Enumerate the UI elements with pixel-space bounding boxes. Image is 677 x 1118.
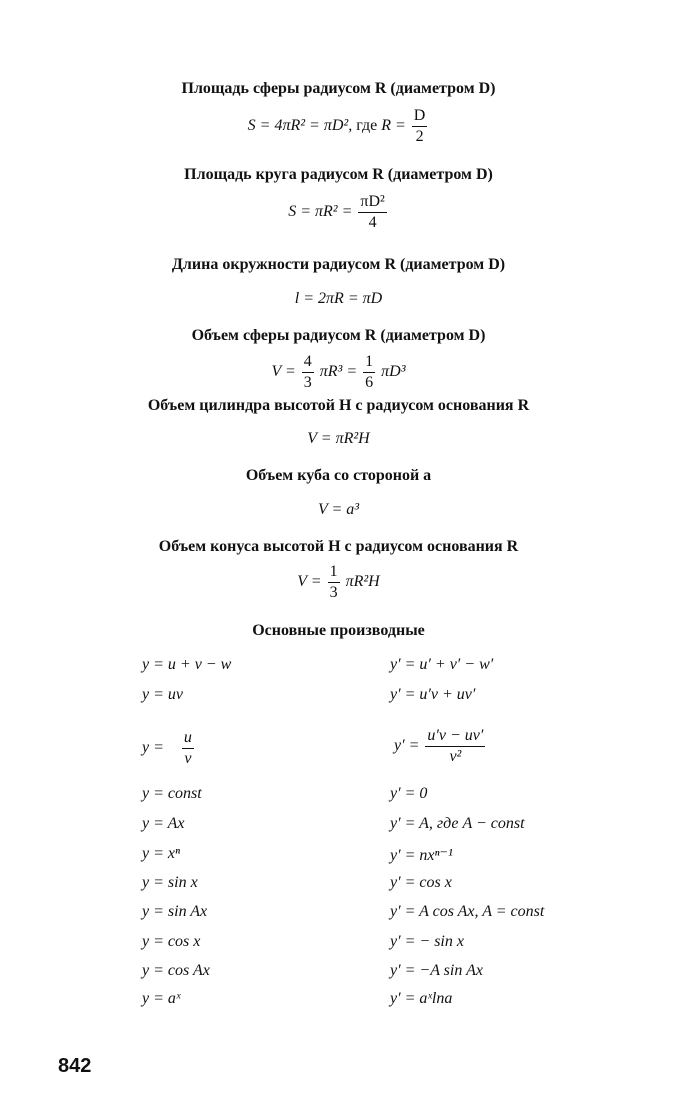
derivative-result-3-fraction [425, 726, 485, 767]
derivative-result-8: y′ = A cos Ax, A = const [390, 903, 545, 920]
cone-volume-formula [0, 562, 677, 603]
page-number: 842 [58, 1055, 92, 1077]
sphere-area-formula [0, 106, 677, 147]
sphere-volume-fraction-1 [302, 352, 314, 393]
sphere-area-frac-num: D [412, 106, 428, 127]
cylinder-volume-heading: Объем цилиндра высотой H с радиусом основания R [147, 397, 530, 414]
cone-volume-fraction [328, 562, 340, 603]
derivative-result-11: y′ = aˣlna [390, 990, 453, 1007]
derivative-result-3-den: v² [449, 748, 462, 765]
derivative-func-3-num: u [182, 728, 194, 749]
derivative-func-10: y = cos Ax [142, 962, 210, 979]
derivative-func-5: y = Ax [142, 815, 185, 832]
derivative-func-3-lhs: y = [142, 739, 164, 757]
derivative-result-3-num: u′v − uv′ [425, 726, 485, 747]
sphere-volume-frac1-num: 4 [302, 352, 314, 373]
derivative-result-2: y′ = u′v + uv′ [390, 686, 476, 703]
derivative-func-1: y = u + v − w [142, 656, 232, 673]
cone-volume-frac-den: 3 [329, 584, 338, 601]
derivative-result-1: y′ = u′ + v′ − w′ [390, 656, 494, 673]
derivative-result-3 [394, 726, 487, 767]
derivative-result-10: y′ = −A sin Ax [390, 962, 483, 979]
cylinder-volume-formula: V = πR²H [307, 430, 370, 447]
circumference-formula: l = 2πR = πD [294, 290, 383, 307]
derivative-result-4: y′ = 0 [390, 785, 428, 802]
sphere-area-fraction [412, 106, 428, 147]
derivative-func-3-den: v [184, 750, 192, 767]
sphere-volume-heading: Объем сферы радиусом R (диаметром D) [191, 327, 486, 344]
derivative-func-11: y = aˣ [142, 990, 181, 1007]
sphere-volume-formula [0, 352, 677, 393]
circle-area-formula [0, 192, 677, 233]
sphere-area-lhs: S = 4πR² = πD², [247, 117, 353, 135]
circle-area-lhs: S = πR² = [288, 203, 353, 221]
derivative-result-9: y′ = − sin x [390, 933, 464, 950]
sphere-volume-fraction-2 [363, 352, 375, 393]
sphere-volume-lhs: V = [271, 363, 296, 381]
derivative-func-3-fraction [182, 728, 194, 769]
derivative-result-5: y′ = A, где A − const [390, 815, 525, 832]
derivative-func-4: y = const [142, 785, 202, 802]
cube-volume-heading: Объем куба со стороной a [245, 467, 432, 484]
derivative-result-6: y′ = nxⁿ⁻¹ [390, 847, 453, 864]
derivative-func-2: y = uv [142, 686, 183, 703]
cone-volume-lhs: V = [297, 573, 322, 591]
sphere-volume-frac1-den: 3 [303, 374, 312, 391]
cube-volume-formula: V = a³ [317, 501, 360, 518]
sphere-area-heading: Площадь сферы радиусом R (диаметром D) [181, 80, 496, 97]
sphere-area-frac-den: 2 [415, 128, 424, 145]
derivatives-heading: Основные производные [252, 622, 425, 639]
derivative-result-3-lhs: y′ = [394, 737, 420, 755]
sphere-area-where: где [356, 117, 378, 135]
derivative-result-7: y′ = cos x [390, 874, 452, 891]
circle-area-fraction [358, 192, 386, 233]
derivative-func-3 [142, 728, 196, 769]
derivative-func-7: y = sin x [142, 874, 198, 891]
circle-area-heading: Площадь круга радиусом R (диаметром D) [184, 166, 493, 183]
sphere-volume-frac2-den: 6 [365, 374, 374, 391]
sphere-volume-tail: πD³ [381, 363, 406, 381]
circle-area-frac-den: 4 [368, 214, 377, 231]
cone-volume-frac-num: 1 [328, 562, 340, 583]
circumference-heading: Длина окружности радиусом R (диаметром D) [171, 256, 506, 273]
cone-volume-heading: Объем конуса высотой H с радиусом основания R [158, 538, 519, 555]
cone-volume-tail: πR²H [345, 573, 380, 591]
circle-area-frac-num: πD² [358, 192, 386, 213]
sphere-area-rhs-var: R = [381, 117, 406, 135]
derivative-func-8: y = sin Ax [142, 903, 208, 920]
sphere-volume-frac2-num: 1 [363, 352, 375, 373]
derivative-func-6: y = xⁿ [142, 845, 181, 862]
derivative-func-9: y = cos x [142, 933, 201, 950]
sphere-volume-mid: πR³ = [319, 363, 358, 381]
